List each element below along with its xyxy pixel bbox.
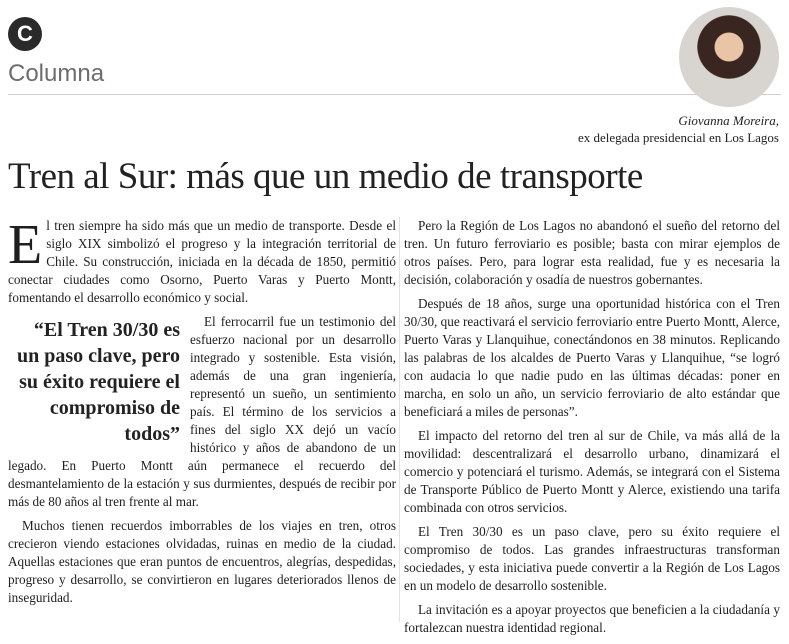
author-name: Giovanna Moreira, xyxy=(678,113,779,128)
paragraph: Después de 18 años, surge una oportunidad histórica con el Tren 30/30, que reactivará el servicio ferroviario entre Puerto Montt, Alerce, Puerto Varas y Llanquihue, conectándonos en 38 minutos. Replicando las palabras de los alcaldes de Puerto Varas y Llanquihue, “se logró con audacia lo que nadie pudo en las últimas décadas: poner en marcha, en solo un año, un servicio ferroviario de alto estándar que beneficiará a miles de personas”. xyxy=(404,296,780,419)
paragraph: La invitación es a apoyar proyectos que beneficien a la ciudadanía y fortalezcan nuestra identidad regional. xyxy=(404,602,780,635)
header-divider xyxy=(8,94,781,95)
paragraph: Muchos tienen recuerdos imborrables de los viajes en tren, otros crecieron viendo estaciones olvidadas, ruinas en medio de la ciudad. Aquellas estaciones que eran puntos de encuentros, alegrías, despedidas, progreso y desarrollo, se convirtieron en lugares deteriorados llenos de inseguridad. xyxy=(8,518,396,605)
headline: Tren al Sur: más que un medio de transporte xyxy=(8,156,643,197)
dropcap: E xyxy=(8,214,43,276)
paragraph: “El Tren 30/30 es un paso clave, pero su éxito requiere el compromiso de todos” El ferrocarril fue un testimonio del esfuerzo nacional por un desarrollo integrado y sostenible. Esta visión, además de una gran ingeniería, representó un sueño, un sentimiento país. El término de los servicios a fines del siglo XX dejó un vacío histórico y años de abandono de un legado. En Puerto Montt aún permanece el recuerdo del desmantelamiento de la estación y sus durmientes, después de recibir por más de 80 años al tren frente al mar. xyxy=(8,314,396,509)
article-right-column xyxy=(404,217,780,643)
author-photo xyxy=(679,7,779,107)
pull-quote: “El Tren 30/30 es un paso clave, pero su éxito requiere el compromiso de todos” xyxy=(17,319,180,445)
paragraph: El tren siempre ha sido más que un medio de transporte. Desde el siglo XIX simbolizó el progreso y la integración territorial de Chile. Su construcción, iniciada en la década de 1850, permitió conectar ciudades como Osorno, Puerto Varas y Puerto Montt, fomentando el desarrollo económico y social. xyxy=(8,214,396,305)
column-badge: C xyxy=(8,17,42,51)
article-left-column xyxy=(8,214,396,613)
author-role: ex delegada presidencial en Los Lagos xyxy=(577,130,779,145)
paragraph: El impacto del retorno del tren al sur de Chile, va más allá de la movilidad: descentralizará el desarrollo urbano, dinamizará el comercio y potenciará el turismo. Además, se integrará con el Sistema de Transporte Público de Puerto Montt y Alerce, existiendo una tarifa combinada con otros servicios. xyxy=(404,428,780,515)
section-title: Columna xyxy=(8,60,105,87)
paragraph: El Tren 30/30 es un paso clave, pero su éxito requiere el compromiso de todos. Las grandes infraestructuras transforman sociedades, y esta iniciativa puede convertir a la Región de Los Lagos en un modelo de desarrollo sostenible. xyxy=(404,524,780,593)
paragraph: Pero la Región de Los Lagos no abandonó el sueño del retorno del tren. Un futuro ferroviario es posible; basta con mirar ejemplos de otros países. Pero, para lograr esta realidad, fue y es necesaria la decisión, colaboración y osadía de nuestros gobernantes. xyxy=(404,218,780,287)
column-divider xyxy=(399,217,400,622)
